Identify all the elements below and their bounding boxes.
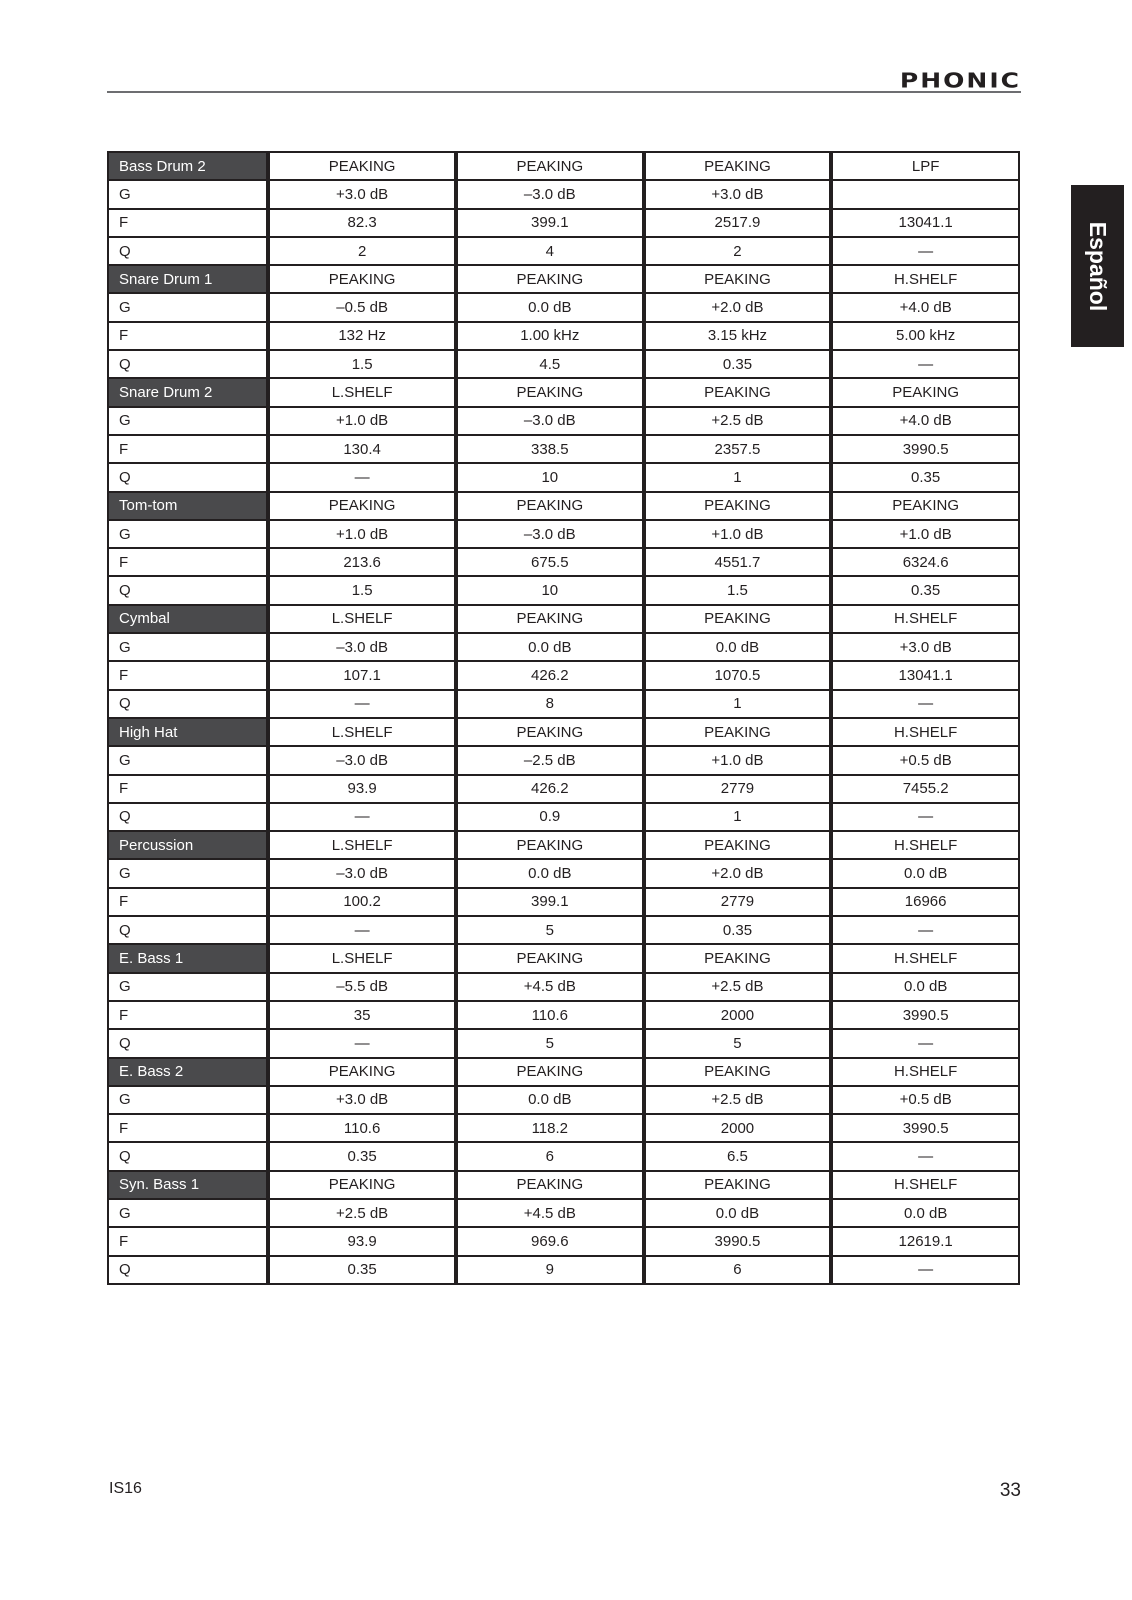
band-type-cell: PEAKING [644,378,832,406]
preset-name: High Hat [108,718,268,746]
parameter-value: +2.5 dB [644,973,832,1001]
parameter-value: +4.0 dB [831,293,1019,321]
preset-header-row [108,718,1019,746]
parameter-row [108,1114,1019,1142]
parameter-row [108,1001,1019,1029]
parameter-label: F [108,775,268,803]
parameter-row [108,803,1019,831]
eq-table-body [108,152,1019,1284]
parameter-value: 3990.5 [831,1114,1019,1142]
parameter-value: — [831,237,1019,265]
parameter-value: 110.6 [268,1114,456,1142]
parameter-value: 6 [644,1256,832,1284]
parameter-value: +1.0 dB [268,407,456,435]
parameter-value: –3.0 dB [268,859,456,887]
parameter-label: F [108,209,268,237]
parameter-value: 2779 [644,888,832,916]
parameter-value: — [268,463,456,491]
band-type-cell: H.SHELF [831,1171,1019,1199]
parameter-row [108,322,1019,350]
parameter-value: 4551.7 [644,548,832,576]
parameter-label: G [108,973,268,1001]
parameter-label: G [108,520,268,548]
parameter-label: G [108,859,268,887]
preset-header-row [108,265,1019,293]
header-rule [107,91,1021,93]
band-type-cell: PEAKING [644,831,832,859]
preset-header-row [108,378,1019,406]
parameter-value: 1.5 [268,350,456,378]
band-type-cell: L.SHELF [268,944,456,972]
parameter-value: 13041.1 [831,661,1019,689]
parameter-value: 2 [644,237,832,265]
parameter-value: 2779 [644,775,832,803]
parameter-label: F [108,548,268,576]
parameter-value: 1.5 [268,576,456,604]
parameter-label: Q [108,803,268,831]
band-type-cell: PEAKING [644,944,832,972]
preset-name: Snare Drum 1 [108,265,268,293]
band-type-cell: L.SHELF [268,718,456,746]
parameter-label: G [108,180,268,208]
parameter-value: +2.5 dB [644,1086,832,1114]
preset-header-row [108,1058,1019,1086]
parameter-label: F [108,322,268,350]
page-number: 33 [999,1480,1021,1501]
parameter-value: 10 [456,463,644,491]
parameter-row [108,690,1019,718]
parameter-value: 1070.5 [644,661,832,689]
parameter-value: — [831,1029,1019,1057]
parameter-value: — [268,690,456,718]
parameter-label: Q [108,576,268,604]
parameter-value: +0.5 dB [831,1086,1019,1114]
parameter-value: 16966 [831,888,1019,916]
parameter-label: F [108,661,268,689]
parameter-value: 2357.5 [644,435,832,463]
parameter-value: +4.5 dB [456,973,644,1001]
parameter-value: 3990.5 [831,1001,1019,1029]
parameter-value: 82.3 [268,209,456,237]
parameter-value: 426.2 [456,775,644,803]
parameter-label: Q [108,1142,268,1170]
band-type-cell: PEAKING [456,718,644,746]
parameter-value: 9 [456,1256,644,1284]
band-type-cell: PEAKING [644,605,832,633]
parameter-label: F [108,888,268,916]
parameter-value: 969.6 [456,1227,644,1255]
parameter-label: Q [108,237,268,265]
parameter-value: –3.0 dB [268,746,456,774]
band-type-cell: PEAKING [268,265,456,293]
parameter-value: 1 [644,690,832,718]
parameter-value: 0.35 [831,576,1019,604]
band-type-cell: H.SHELF [831,718,1019,746]
preset-name: Tom-tom [108,492,268,520]
parameter-label: G [108,1086,268,1114]
parameter-value: –5.5 dB [268,973,456,1001]
parameter-value: — [831,690,1019,718]
parameter-row [108,548,1019,576]
parameter-value: +1.0 dB [831,520,1019,548]
parameter-value: –0.5 dB [268,293,456,321]
band-type-cell: L.SHELF [268,378,456,406]
parameter-value: +1.0 dB [268,520,456,548]
parameter-value: 0.0 dB [456,293,644,321]
preset-header-row [108,1171,1019,1199]
parameter-value: — [831,350,1019,378]
parameter-value: 130.4 [268,435,456,463]
parameter-row [108,407,1019,435]
band-type-cell: H.SHELF [831,605,1019,633]
parameter-value: — [831,803,1019,831]
parameter-value: 0.0 dB [456,1086,644,1114]
language-tab-label: Español [1085,221,1111,311]
parameter-value: 118.2 [456,1114,644,1142]
parameter-value: 6.5 [644,1142,832,1170]
parameter-value: 3990.5 [644,1227,832,1255]
parameter-value: 3.15 kHz [644,322,832,350]
parameter-value: 0.35 [268,1142,456,1170]
parameter-label: Q [108,690,268,718]
parameter-row [108,661,1019,689]
preset-header-row [108,944,1019,972]
parameter-row [108,633,1019,661]
parameter-value: +4.5 dB [456,1199,644,1227]
band-type-cell: H.SHELF [831,1058,1019,1086]
parameter-label: Q [108,350,268,378]
parameter-value: 5 [644,1029,832,1057]
parameter-value: +3.0 dB [644,180,832,208]
parameter-value: 0.0 dB [644,1199,832,1227]
parameter-value: 4.5 [456,350,644,378]
parameter-row [108,1086,1019,1114]
parameter-value: 6324.6 [831,548,1019,576]
parameter-value: 0.0 dB [456,633,644,661]
parameter-value: 2517.9 [644,209,832,237]
parameter-value: 1.00 kHz [456,322,644,350]
parameter-value: 0.35 [268,1256,456,1284]
parameter-value: 2 [268,237,456,265]
parameter-value: 5 [456,1029,644,1057]
band-type-cell: PEAKING [456,492,644,520]
parameter-row [108,435,1019,463]
parameter-value [831,180,1019,208]
parameter-value: 12619.1 [831,1227,1019,1255]
band-type-cell: PEAKING [644,1171,832,1199]
band-type-cell: PEAKING [268,492,456,520]
parameter-value: –3.0 dB [456,520,644,548]
preset-header-row [108,831,1019,859]
parameter-row [108,209,1019,237]
parameter-value: 426.2 [456,661,644,689]
parameter-value: +2.5 dB [268,1199,456,1227]
parameter-value: +3.0 dB [831,633,1019,661]
parameter-row [108,1142,1019,1170]
parameter-value: 1 [644,463,832,491]
preset-name: Syn. Bass 1 [108,1171,268,1199]
parameter-value: +1.0 dB [644,520,832,548]
parameter-value: +3.0 dB [268,1086,456,1114]
band-type-cell: LPF [831,152,1019,180]
band-type-cell: H.SHELF [831,944,1019,972]
parameter-label: G [108,407,268,435]
band-type-cell: PEAKING [456,1171,644,1199]
parameter-label: G [108,746,268,774]
parameter-value: 675.5 [456,548,644,576]
parameter-value: 7455.2 [831,775,1019,803]
parameter-row [108,916,1019,944]
parameter-label: G [108,633,268,661]
parameter-value: 100.2 [268,888,456,916]
parameter-label: Q [108,463,268,491]
parameter-value: 35 [268,1001,456,1029]
parameter-row [108,1029,1019,1057]
band-type-cell: L.SHELF [268,831,456,859]
parameter-value: — [831,1256,1019,1284]
parameter-row [108,1256,1019,1284]
band-type-cell: PEAKING [268,152,456,180]
band-type-cell: PEAKING [831,378,1019,406]
parameter-value: 0.0 dB [831,859,1019,887]
parameter-row [108,973,1019,1001]
preset-header-row [108,605,1019,633]
band-type-cell: PEAKING [644,265,832,293]
parameter-value: — [831,1142,1019,1170]
parameter-value: 3990.5 [831,435,1019,463]
parameter-label: F [108,435,268,463]
preset-name: Snare Drum 2 [108,378,268,406]
parameter-value: — [268,916,456,944]
parameter-value: 110.6 [456,1001,644,1029]
parameter-value: 213.6 [268,548,456,576]
parameter-label: Q [108,916,268,944]
parameter-value: +0.5 dB [831,746,1019,774]
parameter-label: F [108,1227,268,1255]
parameter-value: +2.5 dB [644,407,832,435]
parameter-row [108,859,1019,887]
parameter-value: 13041.1 [831,209,1019,237]
preset-header-row [108,152,1019,180]
parameter-label: G [108,293,268,321]
band-type-cell: L.SHELF [268,605,456,633]
parameter-value: +2.0 dB [644,293,832,321]
preset-name: E. Bass 2 [108,1058,268,1086]
parameter-row [108,520,1019,548]
parameter-row [108,576,1019,604]
parameter-label: Q [108,1029,268,1057]
band-type-cell: PEAKING [456,944,644,972]
band-type-cell: H.SHELF [831,831,1019,859]
parameter-value: 93.9 [268,1227,456,1255]
parameter-value: 338.5 [456,435,644,463]
phonic-logo: PHONIC [899,68,1021,93]
parameter-value: –2.5 dB [456,746,644,774]
band-type-cell: PEAKING [644,1058,832,1086]
parameter-value: 93.9 [268,775,456,803]
parameter-row [108,293,1019,321]
parameter-value: 0.0 dB [831,973,1019,1001]
parameter-value: +4.0 dB [831,407,1019,435]
eq-preset-table [107,151,1020,1285]
band-type-cell: PEAKING [644,152,832,180]
parameter-value: 0.35 [831,463,1019,491]
preset-name: Percussion [108,831,268,859]
band-type-cell: PEAKING [456,1058,644,1086]
band-type-cell: PEAKING [644,718,832,746]
parameter-value: 1.5 [644,576,832,604]
parameter-value: 4 [456,237,644,265]
parameter-row [108,746,1019,774]
parameter-value: 399.1 [456,888,644,916]
band-type-cell: PEAKING [456,265,644,293]
parameter-row [108,180,1019,208]
parameter-value: +1.0 dB [644,746,832,774]
preset-name: E. Bass 1 [108,944,268,972]
parameter-value: 1 [644,803,832,831]
parameter-value: 0.0 dB [456,859,644,887]
parameter-value: 2000 [644,1114,832,1142]
band-type-cell: PEAKING [456,605,644,633]
parameter-row [108,237,1019,265]
band-type-cell: PEAKING [268,1171,456,1199]
parameter-label: G [108,1199,268,1227]
preset-name: Bass Drum 2 [108,152,268,180]
band-type-cell: PEAKING [456,831,644,859]
parameter-value: 399.1 [456,209,644,237]
parameter-value: 6 [456,1142,644,1170]
parameter-row [108,888,1019,916]
parameter-value: 8 [456,690,644,718]
footer-model: IS16 [109,1480,142,1497]
parameter-value: –3.0 dB [268,633,456,661]
parameter-value: 0.0 dB [644,633,832,661]
parameter-value: 5.00 kHz [831,322,1019,350]
parameter-value: 5 [456,916,644,944]
parameter-label: Q [108,1256,268,1284]
parameter-value: 0.9 [456,803,644,831]
preset-name: Cymbal [108,605,268,633]
parameter-value: 0.0 dB [831,1199,1019,1227]
parameter-value: 0.35 [644,350,832,378]
parameter-value: — [831,916,1019,944]
parameter-value: 10 [456,576,644,604]
parameter-row [108,1199,1019,1227]
band-type-cell: PEAKING [831,492,1019,520]
parameter-row [108,775,1019,803]
parameter-value: +3.0 dB [268,180,456,208]
parameter-label: F [108,1114,268,1142]
parameter-value: — [268,803,456,831]
parameter-row [108,1227,1019,1255]
parameter-value: –3.0 dB [456,407,644,435]
band-type-cell: H.SHELF [831,265,1019,293]
band-type-cell: PEAKING [268,1058,456,1086]
parameter-value: 107.1 [268,661,456,689]
language-tab [1071,185,1124,347]
band-type-cell: PEAKING [456,152,644,180]
parameter-value: 0.35 [644,916,832,944]
parameter-value: –3.0 dB [456,180,644,208]
band-type-cell: PEAKING [456,378,644,406]
parameter-label: F [108,1001,268,1029]
band-type-cell: PEAKING [644,492,832,520]
parameter-value: 132 Hz [268,322,456,350]
preset-header-row [108,492,1019,520]
parameter-row [108,463,1019,491]
parameter-value: — [268,1029,456,1057]
parameter-row [108,350,1019,378]
parameter-value: 2000 [644,1001,832,1029]
parameter-value: +2.0 dB [644,859,832,887]
